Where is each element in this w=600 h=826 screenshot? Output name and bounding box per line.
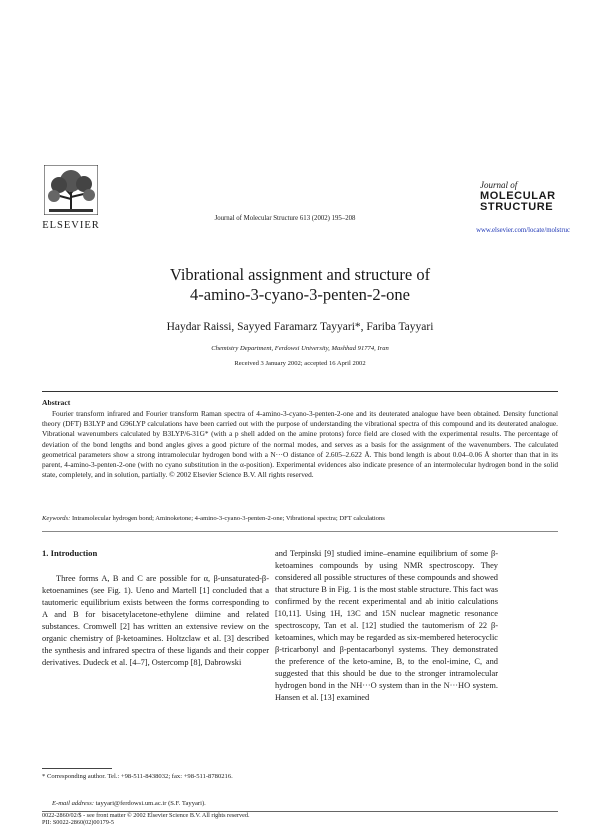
- article-title-line1: Vibrational assignment and structure of: [169, 265, 431, 284]
- journal-title: [480, 180, 590, 213]
- publisher-name: ELSEVIER: [42, 220, 100, 231]
- article-title-line2: 4-amino-3-cyano-3-penten-2-one: [190, 285, 410, 304]
- journal-title-line1: Journal of: [480, 180, 518, 190]
- abstract-heading: Abstract: [42, 398, 71, 407]
- elsevier-logo: [42, 165, 100, 232]
- keywords-label: Keywords:: [42, 515, 71, 522]
- elsevier-tree-icon: [44, 165, 98, 215]
- footnote-rule: [42, 768, 112, 769]
- affiliation: Chemistry Department, Ferdowsi University, Mashhad 91774, Iran: [211, 345, 389, 352]
- article-title: [60, 265, 540, 305]
- journal-title-line2: MOLECULAR: [480, 190, 556, 202]
- email-label: E-mail address:: [52, 800, 95, 807]
- abstract-bottom-rule: [42, 531, 558, 532]
- abstract-top-rule: [42, 391, 558, 392]
- body-right-column: and Terpinski [9] studied imine–enamine equilibrium of some β-ketoamines compounds by using NMR spectroscopy. They considered all possible structures of these compounds and showed that structure B in Fig. 1 is the most stable structure. This fact was confirmed by the recent experimental and ab initio calculations [10,11]. Using 1H, 13C and 15N nuclear magnetic resonance spectroscopy, Tan et al. [12] studied the tautomerism of 22 β-ketoamines, which may be regarded as six-membered heterocyclic β-tricarbonyl and β-pentacarbonyl systems. They demonstrated the preference of the keto-amine, B, to the enol-imine, C, and suggested that this should be due to the stronger intramolecular hydrogen bond in the NH···O system than in the N···HO system. Hansen et al. [13] examined: [275, 549, 498, 702]
- pii-line: PII: S0022-2860(02)00179-5: [42, 819, 115, 826]
- corresponding-author-footnote: * Corresponding author. Tel.: +98-511-8438032; fax: +98-511-8780216.: [42, 773, 233, 780]
- abstract-text: Fourier transform infrared and Fourier transform Raman spectra of 4-amino-3-cyano-3-penten-2-one and its deuterated analogue have been obtained. Density functional theory (DFT) B3LYP and G96LYP calculations have been carried out with the purpose of understanding the vibrational spectra of this compound and its deuterated analogue. Vibrational wavenumbers calculated by B3LYP/6-31G* (with a p shell added on the amine protons) force field are closed with the experimental results. The percentage of deviation of the bond lengths and bond angles gives a good picture of the normal modes, and serves as a basis for the assignment of the wavenumbers. The calculated geometrical parameters show a strong intramolecular hydrogen bond with a N···O distance of 2.605–2.622 Å. This bond length is about 0.04–0.06 Å shorter than that in its parent, 4-amino-3-penten-2-one (with no cyano substitution in the α-position). Experimental evidences also indicate presence of an intermolecular hydrogen bond in the solid state, completely, and in solution, partially. © 2002 Elsevier Science B.V. All rights reserved.: [42, 409, 558, 480]
- issn-line: 0022-2860/02/$ - see front matter © 2002 Elsevier Science B.V. All rights reserved.: [42, 812, 250, 819]
- journal-url-link[interactable]: www.elsevier.com/locate/molstruc: [476, 227, 570, 234]
- journal-citation: Journal of Molecular Structure 613 (2002) 195–208: [214, 215, 356, 222]
- keywords-list: Intramolecular hydrogen bond; Aminoketone; 4-amino-3-cyano-3-penten-2-one; Vibrational spectra; DFT calculations: [71, 515, 385, 522]
- author-list: Haydar Raissi, Sayyed Faramarz Tayyari*, Fariba Tayyari: [166, 321, 434, 333]
- keywords: [42, 515, 558, 522]
- section-heading: 1. Introduction: [42, 548, 98, 558]
- email-footnote: [52, 800, 272, 807]
- body-left-column: Three forms A, B and C are possible for α, β-unsaturated-β-ketoenamines (see Fig. 1). Ueno and Martell [1] concluded that a tautomeric equilibrium exists between the forms corresponding to A and B for bisacetylacetone-ethylene diimine and related substances. Cromwell [2] has written an extensive review on the organic chemistry of β-ketoamines. Holtzclaw et al. [3] described the synthesis and infrared spectra of these ligands and their copper derivatives. Dudeck et al. [4–7], Ostercomp [8], Dabrowski: [42, 574, 269, 667]
- email-address[interactable]: tayyari@ferdowsi.um.ac.ir (S.F. Tayyari).: [95, 800, 206, 807]
- received-dates: Received 3 January 2002; accepted 16 April 2002: [234, 360, 366, 367]
- journal-title-line3: STRUCTURE: [480, 201, 554, 213]
